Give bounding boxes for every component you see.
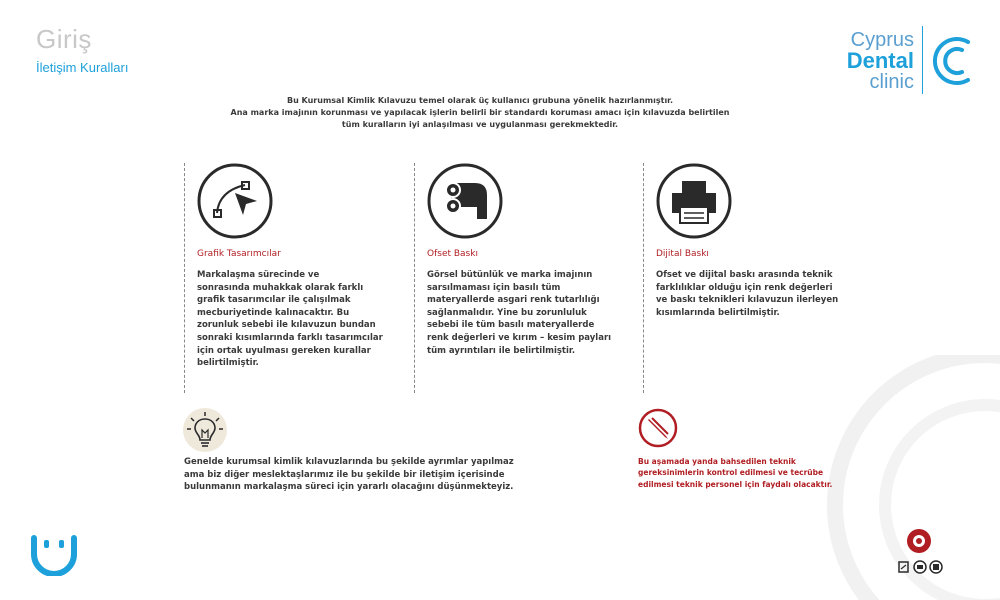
body-line: sağlanmalıdır. Yine bu zorunluluk [427, 307, 587, 318]
body-line: sonraki kısımlarında farklı tasarımcılar [197, 332, 383, 343]
note-line: Bu aşamada yanda bahsedilen teknik [638, 457, 796, 466]
intro-text [220, 95, 740, 131]
body-line: Markalaşma sürecinde ve [197, 270, 320, 280]
target-badge-icon [906, 528, 932, 554]
body-line: mecburiyetinde kalınacaktır. Bu [197, 307, 350, 318]
body-line: için ortak uyulması gereken kurallar [197, 345, 371, 356]
intro-line: Ana marka imajının korunması ve yapılacak işlerin belirli bir standardı koruması amacı için kılavuzda belirtilen [230, 108, 730, 117]
body-line: grafik tasarımcılar ile çalışılmak [197, 295, 351, 306]
body-line: Ofset ve dijital baskı arasında teknik [656, 270, 833, 280]
cyprus-dental-clinic-logo [838, 26, 978, 98]
smile-logo-icon [30, 534, 78, 576]
logo-separator [922, 26, 923, 94]
column-heading: Ofset Baskı [427, 249, 478, 259]
column-body [197, 269, 393, 370]
column-heading: Grafik Tasarımcılar [197, 249, 281, 259]
note-line: ama biz diğer meslektaşlarımız ile bu şekilde bir iletişim içerisinde [184, 469, 505, 480]
intro-line: Bu Kurumsal Kimlik Kılavuzu temel olarak üç kullanıcı grubuna yönelik hazırlanmıştır. [286, 96, 674, 105]
column-body [656, 269, 852, 319]
body-line: renk değerleri ve kırım – kesim payları [427, 332, 612, 343]
note-line: edilmesi teknik personel için faydalı olacaktır. [638, 479, 833, 489]
technical-note [638, 456, 858, 490]
logo-line-1: Cyprus [850, 29, 914, 51]
column-digital-print [643, 163, 856, 393]
note-line: bulunmanın markalaşma süreci için yararlı olacağını düşünmekteyiz. [184, 482, 514, 493]
page-subtitle: İletişim Kuralları [36, 60, 129, 75]
body-line: Görsel bütünlük ve marka imajının [427, 270, 593, 280]
lightbulb-icon [183, 408, 227, 452]
note-line: Genelde kurumsal kimlik kılavuzlarında bu şekilde ayrımlar yapılmaz [184, 457, 514, 467]
general-note [184, 456, 564, 494]
body-line: sonrasında muhakkak olarak farklı [197, 282, 364, 293]
column-heading: Dijital Baskı [656, 249, 709, 259]
offset-roller-icon [427, 163, 503, 239]
body-line: sarsılmaması için basılı tüm [427, 282, 561, 293]
body-line: materyallerde asgari renk tutarlılığı [427, 295, 600, 306]
column-graphic-designers [184, 163, 397, 393]
body-line: belirtilmiştir. [197, 358, 259, 369]
print-method-icons [898, 560, 944, 574]
column-offset-print [414, 163, 627, 393]
column-body [427, 269, 623, 357]
body-line: kısımlarında belirtilmiştir. [656, 307, 780, 318]
body-line: zorunluk sebebi ile kılavuzun bundan [197, 320, 376, 331]
vector-pen-icon [197, 163, 273, 239]
logo-mark-icon [930, 28, 976, 94]
body-line: tüm ayrıntıları ile belirtilmiştir. [427, 345, 576, 356]
logo-line-2: Dental [846, 48, 914, 73]
body-line: farklılıklar olduğu için renk değerleri [656, 282, 833, 293]
body-line: ve baskı teknikleri kılavuzun ilerleyen [656, 295, 839, 306]
intro-line: tüm kuralların iyi anlaşılması ve uygulanması gerekmektedir. [341, 120, 619, 129]
logo-line-3: clinic [869, 71, 914, 93]
note-line: gereksinimlerin kontrol edilmesi ve tecrübe [638, 468, 824, 478]
body-line: sebebi ile tüm basılı materyallerde [427, 320, 595, 331]
pencil-icon [638, 408, 678, 448]
printer-icon [656, 163, 732, 239]
page-title: Giriş [36, 24, 92, 54]
